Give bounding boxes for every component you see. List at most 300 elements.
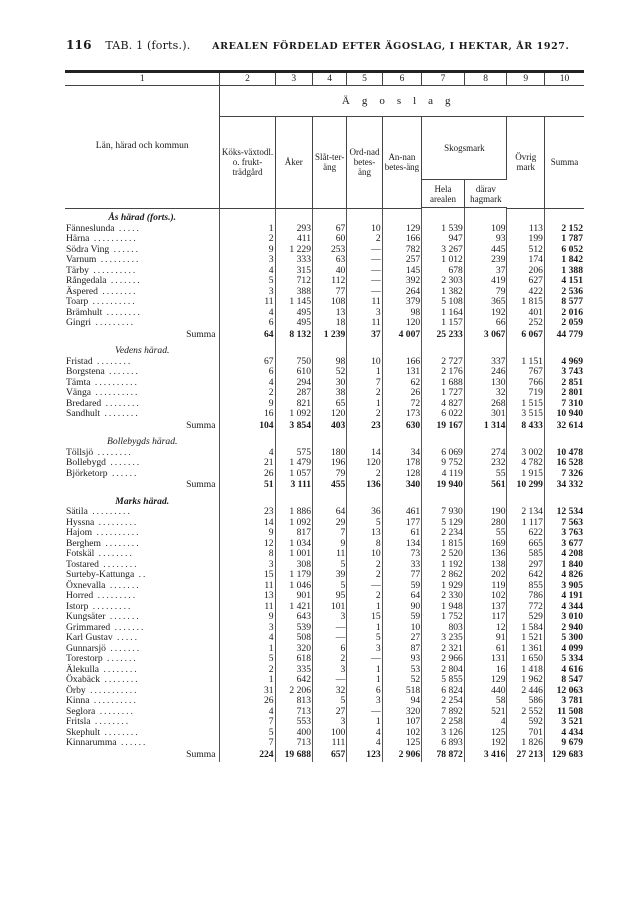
- leader-dots: .........: [88, 600, 133, 612]
- summa-value: 23: [347, 420, 382, 433]
- value-cell: 1 421: [275, 602, 312, 613]
- value-cell: 821: [275, 399, 312, 410]
- value-cell: 287: [275, 388, 312, 399]
- value-cell: 6 052: [561, 243, 583, 255]
- value-cell: 26: [220, 469, 275, 480]
- summa-value: 3 416: [464, 749, 507, 762]
- value-cell: 1 046: [275, 581, 312, 592]
- value-cell: 508: [275, 633, 312, 644]
- value-cell: 7: [347, 378, 382, 389]
- value-cell: 1 145: [275, 297, 312, 308]
- value-cell: 618: [275, 654, 312, 665]
- summa-value: 657: [313, 749, 347, 762]
- value-cell: 782: [382, 245, 422, 256]
- empty-cell: [544, 492, 584, 507]
- column-number-row: [65, 72, 584, 86]
- table-row: [65, 234, 584, 245]
- value-cell: 5: [347, 518, 382, 529]
- value-cell: 145: [382, 266, 422, 277]
- kommun-name: Grimmared: [66, 621, 111, 633]
- table-row: [65, 388, 584, 399]
- table-header: [65, 72, 584, 209]
- value-cell: 445: [464, 245, 507, 256]
- kommun-cell: [65, 469, 220, 480]
- value-cell: 26: [382, 388, 422, 399]
- value-cell: 120: [347, 458, 382, 469]
- value-cell: 4: [220, 633, 275, 644]
- value-cell: 3 126: [422, 728, 465, 739]
- kommun-name: Kinnarumma: [66, 737, 117, 748]
- leader-dots: ......: [116, 737, 148, 748]
- value-cell: 13: [220, 591, 275, 602]
- summa-label: Summa: [65, 749, 220, 762]
- value-cell: 333: [275, 255, 312, 266]
- summa-value: 37: [347, 329, 382, 342]
- kommun-name: Kinna: [66, 695, 90, 706]
- value-cell: 125: [382, 738, 422, 749]
- leader-dots: ..........: [91, 387, 140, 398]
- section-heading-row: [65, 342, 584, 357]
- section-title: Bollebygds härad.: [65, 433, 220, 448]
- darav-header: därav hagmark: [464, 180, 507, 208]
- value-cell: 102: [464, 591, 507, 602]
- empty-cell: [544, 342, 584, 357]
- value-cell: 2 254: [422, 696, 465, 707]
- empty-cell: [544, 433, 584, 448]
- agoslag-row: [65, 86, 584, 117]
- value-cell: 5 300: [561, 632, 583, 643]
- table-row: [65, 539, 584, 550]
- summa-value: 123: [347, 749, 382, 762]
- value-cell: 2: [220, 388, 275, 399]
- value-cell: 1 886: [275, 507, 312, 518]
- value-cell: 3 521: [561, 716, 583, 727]
- value-cell: 713: [275, 738, 312, 749]
- empty-cell: [275, 342, 312, 357]
- kommun-name: Borgstena: [66, 366, 105, 377]
- value-cell: 63: [313, 255, 347, 266]
- kommun-name: Kungsäter: [66, 611, 106, 622]
- value-cell: 586: [507, 696, 544, 707]
- leader-dots: ........: [97, 285, 138, 297]
- value-cell: 392: [382, 276, 422, 287]
- leader-dots: .........: [94, 516, 139, 528]
- value-cell: 5: [220, 276, 275, 287]
- value-cell: 113: [507, 224, 544, 235]
- kommun-name: Brämhult: [66, 306, 103, 318]
- value-cell: 5: [313, 560, 347, 571]
- empty-cell: [464, 433, 507, 448]
- colnum-1: 1: [65, 72, 220, 86]
- value-cell: —: [347, 276, 382, 287]
- table-row: [65, 717, 584, 728]
- value-cell: 169: [464, 539, 507, 550]
- value-cell: 642: [275, 675, 312, 686]
- value-cell: 16 528: [556, 457, 583, 468]
- value-cell: 130: [464, 378, 507, 389]
- value-cell: 67: [220, 357, 275, 368]
- value-cell: 2 176: [422, 367, 465, 378]
- value-cell: 512: [507, 245, 544, 256]
- value-cell: 2 862: [422, 570, 465, 581]
- value-cell: 9 679: [561, 737, 583, 748]
- value-cell: 2 804: [422, 665, 465, 676]
- value-cell: 93: [464, 234, 507, 245]
- value-cell: 1 034: [275, 539, 312, 550]
- empty-cell: [347, 342, 382, 357]
- colnum-3: 3: [275, 72, 312, 86]
- value-cell: 61: [464, 644, 507, 655]
- kommun-name: Sandhult: [66, 408, 101, 419]
- table-row: [65, 528, 584, 539]
- leader-dots: .......: [102, 653, 138, 664]
- kommun-name: Tostared: [66, 558, 99, 570]
- value-cell: 1 815: [422, 539, 465, 550]
- value-cell: 177: [382, 518, 422, 529]
- value-cell: 665: [507, 539, 544, 550]
- value-cell: 388: [275, 287, 312, 298]
- kommun-name: Bredared: [66, 397, 102, 409]
- value-cell: —: [347, 245, 382, 256]
- value-cell: 2: [347, 591, 382, 602]
- value-cell: 4 344: [561, 600, 583, 612]
- kommun-name: Torestorp: [66, 653, 103, 664]
- table-row: [65, 644, 584, 655]
- value-cell: 320: [275, 644, 312, 655]
- summa-value: 2 906: [382, 749, 422, 762]
- value-cell: 52: [313, 367, 347, 378]
- kommun-name: Horred: [66, 590, 94, 601]
- kommun-name: Varnum: [66, 254, 97, 265]
- value-cell: 1 840: [561, 558, 583, 570]
- value-cell: 4: [220, 448, 275, 459]
- value-cell: 206: [507, 266, 544, 277]
- value-cell: 1 539: [422, 224, 465, 235]
- leader-dots: ..........: [88, 296, 137, 307]
- value-cell: 855: [507, 581, 544, 592]
- value-cell: 3 763: [561, 527, 583, 538]
- table-row: [65, 266, 584, 277]
- value-cell: 622: [507, 528, 544, 539]
- value-cell: 4 208: [561, 548, 583, 559]
- summa-value: 3 854: [275, 420, 312, 433]
- kommun-name: Härna: [66, 233, 90, 244]
- value-cell: 129: [382, 224, 422, 235]
- summa-label: Summa: [65, 479, 220, 492]
- empty-cell: [220, 492, 275, 507]
- value-cell: 3 235: [422, 633, 465, 644]
- value-cell: 11: [220, 602, 275, 613]
- leader-dots: .........: [87, 506, 132, 517]
- leader-dots: .........: [96, 254, 141, 265]
- leader-dots: ........: [101, 537, 141, 549]
- value-cell: 264: [382, 287, 422, 298]
- empty-cell: [275, 492, 312, 507]
- value-cell: 592: [507, 717, 544, 728]
- leader-dots: ..........: [92, 527, 141, 538]
- value-cell: 2 258: [422, 717, 465, 728]
- value-cell: 901: [275, 591, 312, 602]
- leader-dots: ..........: [89, 695, 138, 706]
- leader-dots: .......: [106, 275, 142, 286]
- value-cell: 642: [507, 570, 544, 581]
- value-cell: 73: [382, 549, 422, 560]
- value-cell: 100: [313, 728, 347, 739]
- value-cell: —: [347, 707, 382, 718]
- kommun-name: Berghem: [66, 537, 101, 549]
- colnum-7: 7: [422, 72, 465, 86]
- empty-cell: [313, 342, 347, 357]
- summa-row: [65, 479, 584, 492]
- value-cell: 3 515: [507, 409, 544, 420]
- value-cell: 120: [313, 409, 347, 420]
- value-cell: 72: [382, 399, 422, 410]
- value-cell: 12: [220, 539, 275, 550]
- empty-cell: [313, 433, 347, 448]
- empty-cell: [313, 492, 347, 507]
- value-cell: 2 321: [422, 644, 465, 655]
- leader-dots: ........: [102, 306, 142, 318]
- table-row: [65, 581, 584, 592]
- value-cell: 4 119: [422, 469, 465, 480]
- table-row: [65, 458, 584, 469]
- table-row: [65, 409, 584, 420]
- value-cell: 1: [347, 367, 382, 378]
- value-cell: 3: [220, 560, 275, 571]
- table-row: [65, 318, 584, 329]
- value-cell: 9: [220, 528, 275, 539]
- value-cell: 15: [347, 612, 382, 623]
- value-cell: 3 677: [561, 537, 583, 549]
- table-row: [65, 570, 584, 581]
- kommun-name: Vänga: [66, 387, 92, 398]
- kommun-cell: [65, 409, 220, 420]
- summa-value: 19 688: [275, 749, 312, 762]
- value-cell: 4: [220, 308, 275, 319]
- value-cell: —: [313, 675, 347, 686]
- value-cell: 5 129: [422, 518, 465, 529]
- value-cell: 3: [220, 255, 275, 266]
- ovrig-header: Övrig mark: [507, 117, 544, 209]
- value-cell: 77: [313, 287, 347, 298]
- colnum-4: 4: [313, 72, 347, 86]
- area-table: [65, 70, 584, 762]
- value-cell: 67: [313, 224, 347, 235]
- table-row: [65, 287, 584, 298]
- value-cell: 4: [220, 266, 275, 277]
- colnum-9: 9: [507, 72, 544, 86]
- page-number: 116: [66, 38, 92, 52]
- value-cell: 66: [464, 318, 507, 329]
- leader-dots: ........: [100, 726, 140, 738]
- summa-value: 6 067: [507, 329, 544, 342]
- empty-cell: [507, 433, 544, 448]
- value-cell: 10: [347, 357, 382, 368]
- value-cell: 1 057: [275, 469, 312, 480]
- value-cell: 36: [347, 507, 382, 518]
- table-row: [65, 357, 584, 368]
- table-row: [65, 255, 584, 266]
- empty-cell: [464, 492, 507, 507]
- value-cell: 98: [382, 308, 422, 319]
- leader-dots: ........: [99, 663, 139, 675]
- value-cell: 1 117: [507, 518, 544, 529]
- kommun-name: Öxabäck: [66, 674, 101, 685]
- table-row: [65, 602, 584, 613]
- summa-value: 19 940: [422, 479, 465, 492]
- table-row: [65, 518, 584, 529]
- value-cell: 60: [313, 234, 347, 245]
- value-cell: —: [313, 623, 347, 634]
- value-cell: 64: [382, 591, 422, 602]
- value-cell: 26: [220, 696, 275, 707]
- colnum-2: 2: [220, 72, 275, 86]
- value-cell: 2: [220, 234, 275, 245]
- value-cell: 750: [275, 357, 312, 368]
- value-cell: 4 782: [507, 458, 544, 469]
- aker-header: Åker: [275, 117, 312, 209]
- kommun-name: Istorp: [66, 600, 89, 612]
- value-cell: 1: [347, 675, 382, 686]
- value-cell: 11: [313, 549, 347, 560]
- value-cell: 9: [313, 539, 347, 550]
- value-cell: 30: [313, 378, 347, 389]
- value-cell: 1 092: [275, 518, 312, 529]
- table-row: [65, 591, 584, 602]
- section-title: Ås härad (forts.).: [65, 208, 220, 224]
- label-column-header: Län, härad och kommun: [65, 86, 220, 209]
- kommun-name: Rångedala: [66, 275, 107, 286]
- value-cell: 108: [313, 297, 347, 308]
- table-row: [65, 623, 584, 634]
- value-cell: 3 010: [561, 611, 583, 622]
- colnum-6: 6: [382, 72, 422, 86]
- summa-value: 224: [220, 749, 275, 762]
- value-cell: 34: [382, 448, 422, 459]
- value-cell: 495: [275, 308, 312, 319]
- leader-dots: ........: [94, 548, 134, 559]
- summa-value: 10 299: [507, 479, 544, 492]
- empty-cell: [347, 492, 382, 507]
- value-cell: —: [347, 255, 382, 266]
- value-cell: 33: [382, 560, 422, 571]
- value-cell: 817: [275, 528, 312, 539]
- value-cell: 180: [313, 448, 347, 459]
- agoslag-header: Ägoslag: [220, 86, 584, 117]
- summa-value: 32 614: [556, 419, 583, 431]
- leader-dots: ........: [95, 705, 135, 717]
- value-cell: 411: [275, 234, 312, 245]
- value-cell: 102: [382, 728, 422, 739]
- empty-cell: [382, 208, 422, 224]
- colnum-5: 5: [347, 72, 382, 86]
- value-cell: 239: [464, 255, 507, 266]
- value-cell: 94: [382, 696, 422, 707]
- empty-cell: [220, 433, 275, 448]
- leader-dots: ..........: [90, 376, 139, 388]
- value-cell: 1 479: [275, 458, 312, 469]
- value-cell: 5 108: [422, 297, 465, 308]
- value-cell: —: [347, 287, 382, 298]
- value-cell: 2 940: [561, 621, 583, 633]
- value-cell: 27: [313, 707, 347, 718]
- value-cell: 15: [220, 570, 275, 581]
- value-cell: 11 508: [557, 705, 583, 717]
- value-cell: 9: [220, 399, 275, 410]
- value-cell: 2 234: [422, 528, 465, 539]
- value-cell: 10 478: [556, 446, 583, 458]
- value-cell: 12 063: [556, 684, 583, 696]
- value-cell: 3: [313, 665, 347, 676]
- value-cell: 7 310: [561, 397, 583, 409]
- value-cell: 529: [507, 612, 544, 623]
- empty-cell: [382, 433, 422, 448]
- table-row: [65, 367, 584, 378]
- value-cell: 1 361: [507, 644, 544, 655]
- summa-value: 8 132: [275, 329, 312, 342]
- value-cell: 539: [275, 623, 312, 634]
- value-cell: 93: [382, 654, 422, 665]
- value-cell: 166: [382, 357, 422, 368]
- value-cell: 268: [464, 399, 507, 410]
- kommun-name: Tärby: [66, 264, 89, 276]
- value-cell: —: [347, 581, 382, 592]
- value-cell: 461: [382, 507, 422, 518]
- value-cell: 13: [313, 308, 347, 319]
- value-cell: 40: [313, 266, 347, 277]
- value-cell: 87: [382, 644, 422, 655]
- value-cell: —: [347, 266, 382, 277]
- empty-cell: [275, 433, 312, 448]
- value-cell: 11: [220, 581, 275, 592]
- leader-dots: ......: [109, 243, 141, 255]
- value-cell: 575: [275, 448, 312, 459]
- kommun-name: Hyssna: [66, 516, 95, 528]
- value-cell: 7: [220, 738, 275, 749]
- value-cell: 2: [220, 665, 275, 676]
- value-cell: 129: [464, 675, 507, 686]
- value-cell: 131: [382, 367, 422, 378]
- skogsmark-header: Skogsmark: [422, 117, 507, 180]
- value-cell: 701: [507, 728, 544, 739]
- value-cell: 31: [220, 686, 275, 697]
- value-cell: 4: [220, 707, 275, 718]
- value-cell: 1 092: [275, 409, 312, 420]
- table-row: [65, 633, 584, 644]
- leader-dots: ...........: [85, 684, 139, 696]
- value-cell: 7 563: [561, 516, 583, 528]
- value-cell: 27: [382, 633, 422, 644]
- value-cell: 1 515: [507, 399, 544, 410]
- value-cell: 1: [347, 717, 382, 728]
- value-cell: 61: [382, 528, 422, 539]
- value-cell: 257: [382, 255, 422, 266]
- value-cell: 199: [507, 234, 544, 245]
- value-cell: 7: [313, 528, 347, 539]
- value-cell: 55: [464, 528, 507, 539]
- value-cell: 2: [347, 570, 382, 581]
- section-heading-row: [65, 433, 584, 448]
- kommun-name: Fänneslunda: [66, 222, 115, 234]
- value-cell: 178: [382, 458, 422, 469]
- value-cell: 440: [464, 686, 507, 697]
- value-cell: 6: [347, 686, 382, 697]
- empty-cell: [544, 208, 584, 224]
- kommun-name: Toarp: [66, 296, 89, 307]
- empty-cell: [347, 208, 382, 224]
- value-cell: 62: [382, 378, 422, 389]
- value-cell: 10: [347, 224, 382, 235]
